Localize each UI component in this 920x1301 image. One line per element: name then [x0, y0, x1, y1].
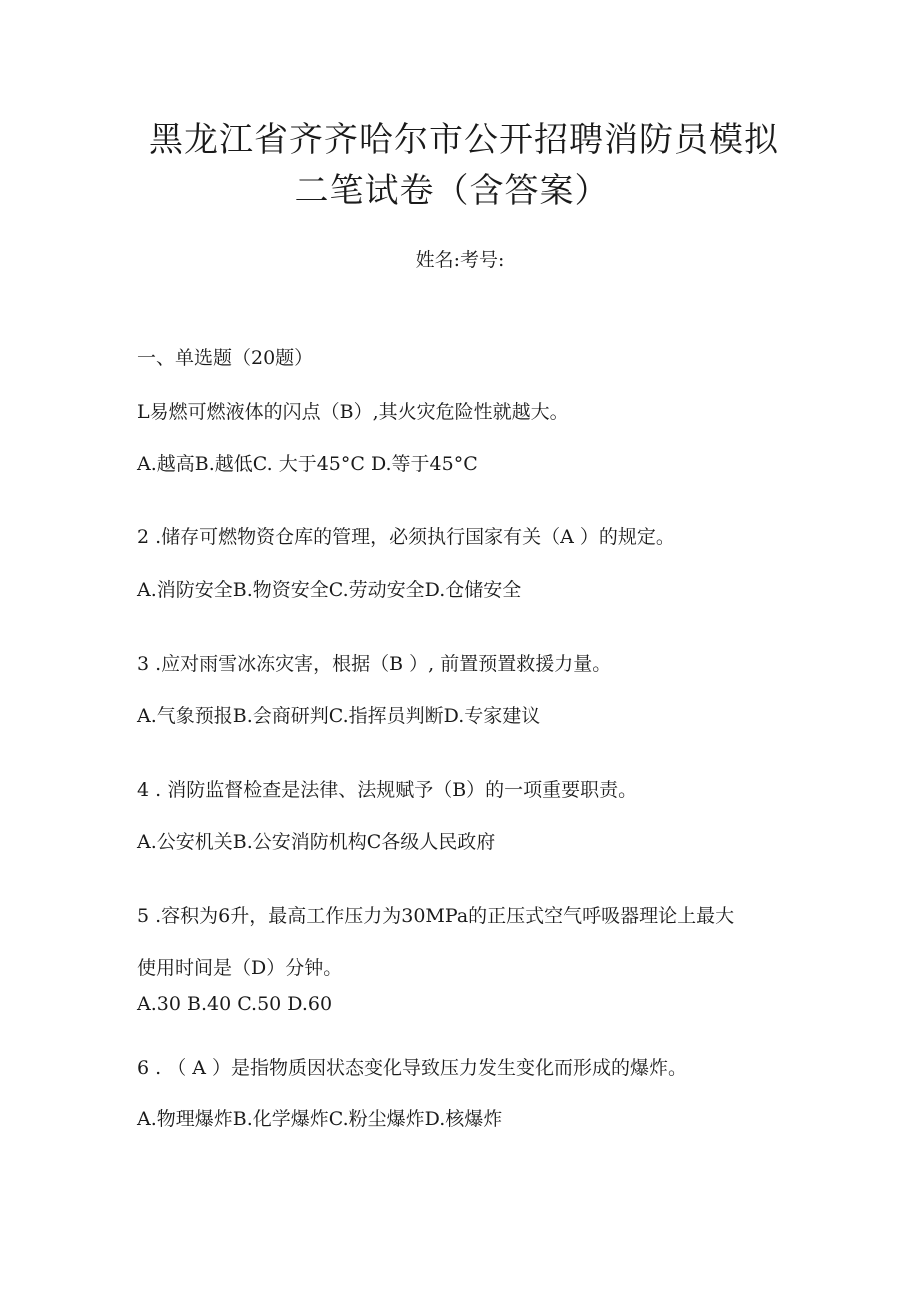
question-5-options: A.30 B.40 C.50 D.60: [137, 993, 333, 1015]
question-1-stem: L易燃可燃液体的闪点（B）,其火灾危险性就越大。: [137, 401, 569, 423]
question-2-stem: 2 .储存可燃物资仓库的管理，必须执行国家有关（A ）的规定。: [137, 526, 675, 548]
section-heading: 一、单选题（20题）: [137, 347, 314, 369]
question-3-stem: 3 .应对雨雪冰冻灾害，根据（B ）, 前置预置救援力量。: [137, 653, 612, 675]
question-4-stem: 4 . 消防监督检查是法律、法规赋予（B）的一项重要职责。: [137, 779, 638, 801]
page-title-line-2: 二笔试卷（含答案）: [294, 171, 610, 211]
candidate-info: 姓名:考号:: [415, 249, 505, 271]
question-4-options: A.公安机关B.公安消防机构C各级人民政府: [137, 831, 496, 853]
page-title-line-1: 黑龙江省齐齐哈尔市公开招聘消防员模拟: [149, 120, 779, 160]
question-5-stem-continued: 使用时间是（D）分钟。: [137, 957, 343, 979]
question-2-options: A.消防安全B.物资安全C.劳动安全D.仓储安全: [137, 579, 522, 601]
question-6-options: A.物理爆炸B.化学爆炸C.粉尘爆炸D.核爆炸: [137, 1108, 503, 1130]
question-3-options: A.气象预报B.会商研判C.指挥员判断D.专家建议: [137, 705, 541, 727]
question-6-stem: 6 . （ A ）是指物质因状态变化导致压力发生变化而形成的爆炸。: [137, 1057, 688, 1079]
question-5-stem: 5 .容积为6升，最高工作压力为30MPa的正压式空气呼吸器理论上最大: [137, 905, 735, 927]
question-1-options: A.越高B.越低C. 大于45°C D.等于45°C: [137, 453, 478, 475]
